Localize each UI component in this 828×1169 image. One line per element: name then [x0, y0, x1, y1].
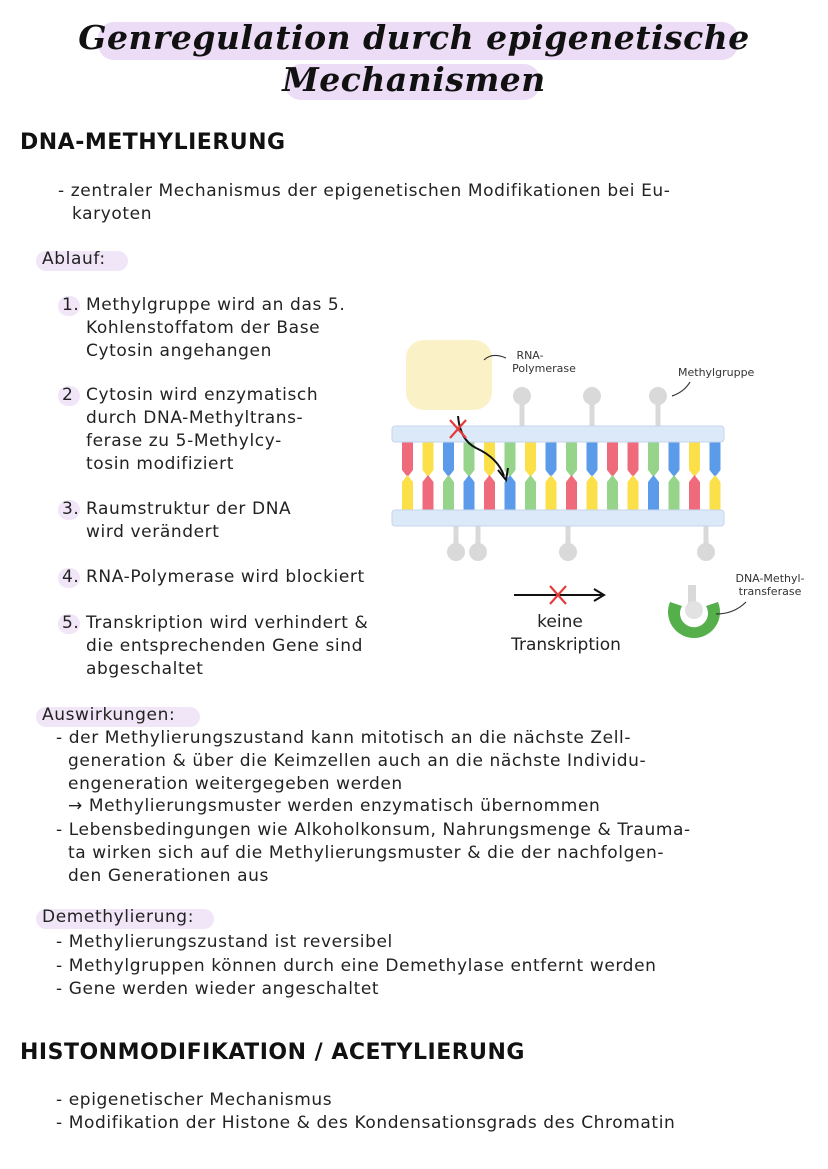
step-text: [86, 612, 426, 681]
step-text-line: Transkription wird verhindert &: [86, 613, 369, 633]
base-bottom: [546, 475, 557, 510]
base-bottom: [423, 475, 434, 510]
dna-backbone-top: [392, 426, 724, 442]
step-text-line: Cytosin angehangen: [86, 341, 272, 361]
base-bottom: [525, 475, 536, 510]
auswirkungen-line: den Generationen aus: [56, 866, 269, 886]
dna-backbone-bottom: [392, 510, 724, 526]
rna-polymerase-label: RNA-: [516, 349, 544, 362]
base-top: [607, 442, 618, 477]
step-text-line: abgeschaltet: [86, 659, 204, 679]
base-top: [505, 442, 516, 477]
step-text-line: ferase zu 5-Methylcy-: [86, 431, 282, 451]
base-bottom: [648, 475, 659, 510]
auswirkungen-line: - Lebensbedingungen wie Alkoholkonsum, Nahrungsmenge & Trauma-: [56, 820, 691, 840]
histon-line: - epigenetischer Mechanismus: [56, 1090, 333, 1110]
intro-line: karyoten: [72, 204, 153, 224]
step-text-line: die entsprechenden Gene sind: [86, 636, 363, 656]
auswirkungen-line: → Methylierungsmuster werden enzymatisch übernommen: [56, 796, 601, 816]
base-bottom: [464, 475, 475, 510]
step-number: 3.: [62, 499, 80, 519]
base-top: [710, 442, 721, 477]
base-bottom: [484, 475, 495, 510]
base-top: [669, 442, 680, 477]
auswirkungen-line: ta wirken sich auf die Methylierungsmuster & die der nachfolgen-: [56, 843, 665, 863]
step-text-line: Cytosin wird enzymatisch: [86, 385, 319, 405]
auswirkungen-line: engeneration weitergegeben werden: [56, 774, 403, 794]
dna-methyltransferase-label: transferase: [738, 585, 802, 598]
methyl-group: [559, 543, 577, 561]
step-text-line: wird verändert: [86, 522, 220, 542]
ablauf-label: Ablauf:: [42, 249, 106, 269]
dna-methyltransferase-label: DNA-Methyl-: [735, 572, 805, 585]
base-bottom: [566, 475, 577, 510]
auswirkungen-line: - der Methylierungszustand kann mitotisch an die nächste Zell-: [56, 728, 632, 748]
step-text: [86, 498, 426, 544]
step-text-line: Methylgruppe wird an das 5.: [86, 295, 346, 315]
step-number: 4.: [62, 567, 80, 587]
no-transcription-label: Transkription: [511, 635, 621, 655]
rna-polymerase-label: Polymerase: [512, 362, 576, 375]
step-number: 1.: [62, 295, 80, 315]
rna-polymerase-shape: [406, 340, 492, 410]
section-heading-dna-methylierung: DNA-METHYLIERUNG: [20, 130, 286, 155]
base-top: [689, 442, 700, 477]
dna-methyltransferase-head: [685, 601, 703, 619]
step-text-line: Raumstruktur der DNA: [86, 499, 292, 519]
base-top: [423, 442, 434, 477]
base-bottom: [628, 475, 639, 510]
page-title-line-2: Mechanismen: [282, 60, 546, 99]
base-bottom: [587, 475, 598, 510]
demethylierung-line: - Gene werden wieder angeschaltet: [56, 979, 380, 999]
step-text: [86, 566, 426, 589]
no-transcription-label: keine: [537, 612, 583, 632]
dna-methylation-diagram: [380, 330, 828, 670]
demethylierung-line: - Methylgruppen können durch eine Demethylase entfernt werden: [56, 956, 657, 976]
histon-line: - Modifikation der Histone & des Kondensationsgrads des Chromatin: [56, 1113, 676, 1133]
methyl-group: [697, 543, 715, 561]
methyl-group: [513, 387, 531, 405]
step-number: 5.: [62, 613, 80, 633]
base-bottom: [607, 475, 618, 510]
base-top: [628, 442, 639, 477]
dna-base-pairs: [402, 442, 721, 510]
auswirkungen-line: generation & über die Keimzellen auch an die nächste Individu-: [56, 751, 647, 771]
base-top: [587, 442, 598, 477]
step-text-line: Kohlenstoffatom der Base: [86, 318, 321, 338]
methyl-group: [583, 387, 601, 405]
base-top: [525, 442, 536, 477]
base-bottom: [443, 475, 454, 510]
methyl-group: [469, 543, 487, 561]
methylgruppe-label: Methylgruppe: [678, 366, 755, 379]
methyl-group: [649, 387, 667, 405]
base-bottom: [402, 475, 413, 510]
base-top: [443, 442, 454, 477]
methyl-groups-top: [513, 387, 667, 426]
dna-methyltransferase-pointer: [716, 602, 746, 614]
base-top: [648, 442, 659, 477]
base-bottom: [689, 475, 700, 510]
methylgruppe-pointer: [672, 382, 690, 396]
page-title-line-1: Genregulation durch epigenetische: [78, 18, 750, 57]
step-text: [86, 384, 426, 476]
demethylierung-line: - Methylierungszustand ist reversibel: [56, 932, 393, 952]
step-text: [86, 294, 426, 363]
base-top: [546, 442, 557, 477]
step-text-line: RNA-Polymerase wird blockiert: [86, 567, 365, 587]
section-heading-histonmodifikation: HISTONMODIFIKATION / ACETYLIERUNG: [20, 1040, 525, 1065]
base-bottom: [710, 475, 721, 510]
step-text-line: tosin modifiziert: [86, 454, 234, 474]
auswirkungen-label: Auswirkungen:: [42, 705, 176, 725]
base-top: [402, 442, 413, 477]
base-bottom: [669, 475, 680, 510]
methyl-group: [447, 543, 465, 561]
base-top: [566, 442, 577, 477]
intro-line: - zentraler Mechanismus der epigenetischen Modifikationen bei Eu-: [58, 181, 671, 201]
methyl-groups-bottom: [447, 526, 715, 561]
step-text-line: durch DNA-Methyltrans-: [86, 408, 304, 428]
demethylierung-label: Demethylierung:: [42, 907, 195, 927]
step-number: 2: [62, 385, 74, 405]
